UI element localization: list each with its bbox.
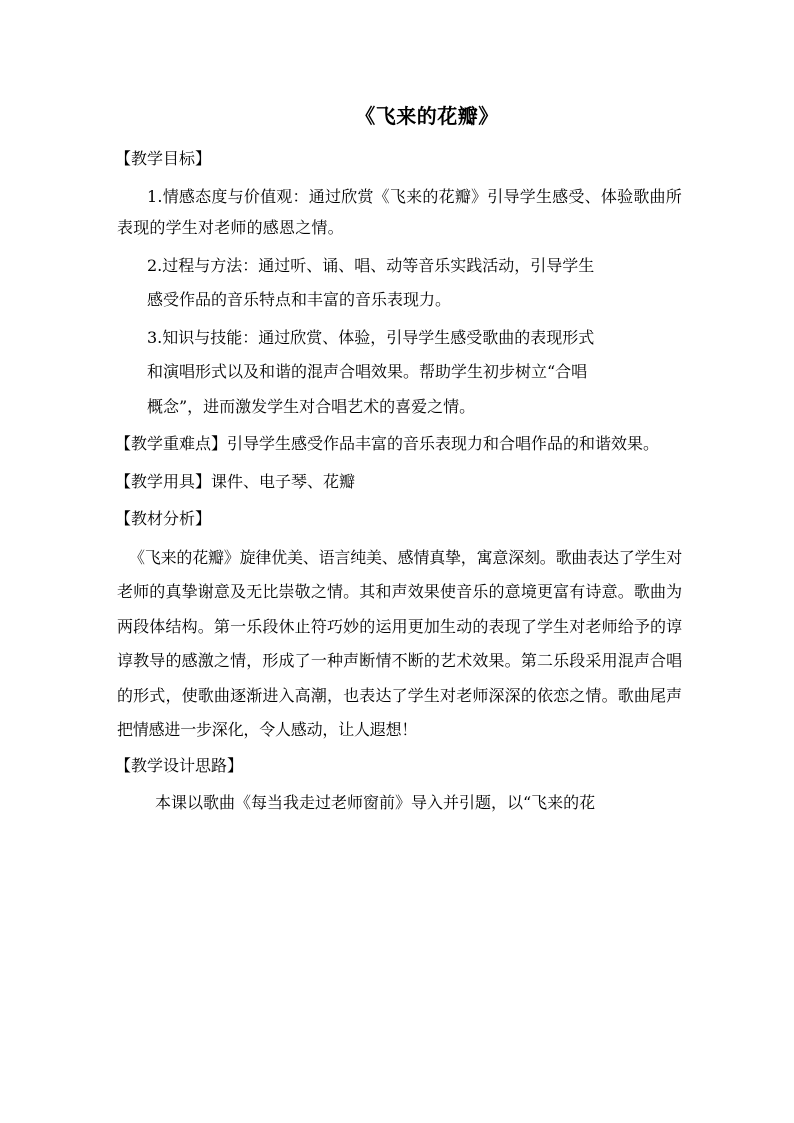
document-body <box>117 143 682 819</box>
document-title: 《飞来的花瓣》 <box>355 104 499 128</box>
objective-item-1: 1.情感态度与价值观：通过欣赏《飞来的花瓣》引导学生感受、体验歌曲所表现的学生对老师的感恩之情。 <box>117 186 682 237</box>
objective-item-2-line-1: 2.过程与方法：通过听、诵、唱、动等音乐实践活动，引导学生 <box>147 255 595 275</box>
tools-paragraph <box>115 466 682 498</box>
key-points-paragraph <box>115 428 682 460</box>
objective-item-3-line-3: 概念”，进而激发学生对合唱艺术的喜爱之情。 <box>147 396 476 416</box>
objective-item-3-line-1: 3.知识与技能：通过欣赏、体验，引导学生感受歌曲的表现形式 <box>147 327 595 347</box>
key-points-text: 引导学生感受作品丰富的音乐表现力和合唱作品的和谐效果。 <box>227 434 660 453</box>
key-points-heading: 【教学重难点】 <box>115 434 228 453</box>
objective-item-2-line-2: 感受作品的音乐特点和丰富的音乐表现力。 <box>147 290 452 309</box>
analysis-text: 《飞来的花瓣》旋律优美、语言纯美、感情真挚，寓意深刻。歌曲表达了学生对老师的真挚谢意及无比崇敬之情。其和声效果使音乐的意境更富有诗意。歌曲为两段体结构。第一乐段休止符巧妙的运用更加生动的表现了学生对老师给予的谆谆教导的感激之情，形成了一种声断情不断的艺术效果。第二乐段采用混声合唱的形式，使歌曲逐渐进入高潮，也表达了学生对老师深深的依恋之情。歌曲尾声把情感进一步深化，令人感动，让人遐想！ <box>117 547 683 739</box>
objective-item-3-line-2: 和演唱形式以及和谐的混声合唱效果。帮助学生初步树立“合唱 <box>147 362 588 381</box>
design-heading: 【教学设计思路】 <box>115 755 244 775</box>
tools-text: 课件、电子琴、花瓣 <box>211 471 356 491</box>
tools-heading: 【教学用具】 <box>115 471 212 491</box>
design-text: 本课以歌曲《每当我走过老师窗前》导入并引题，以“飞来的花 <box>155 793 596 812</box>
analysis-heading: 【教材分析】 <box>115 509 212 528</box>
objectives-heading: 【教学目标】 <box>115 149 212 168</box>
